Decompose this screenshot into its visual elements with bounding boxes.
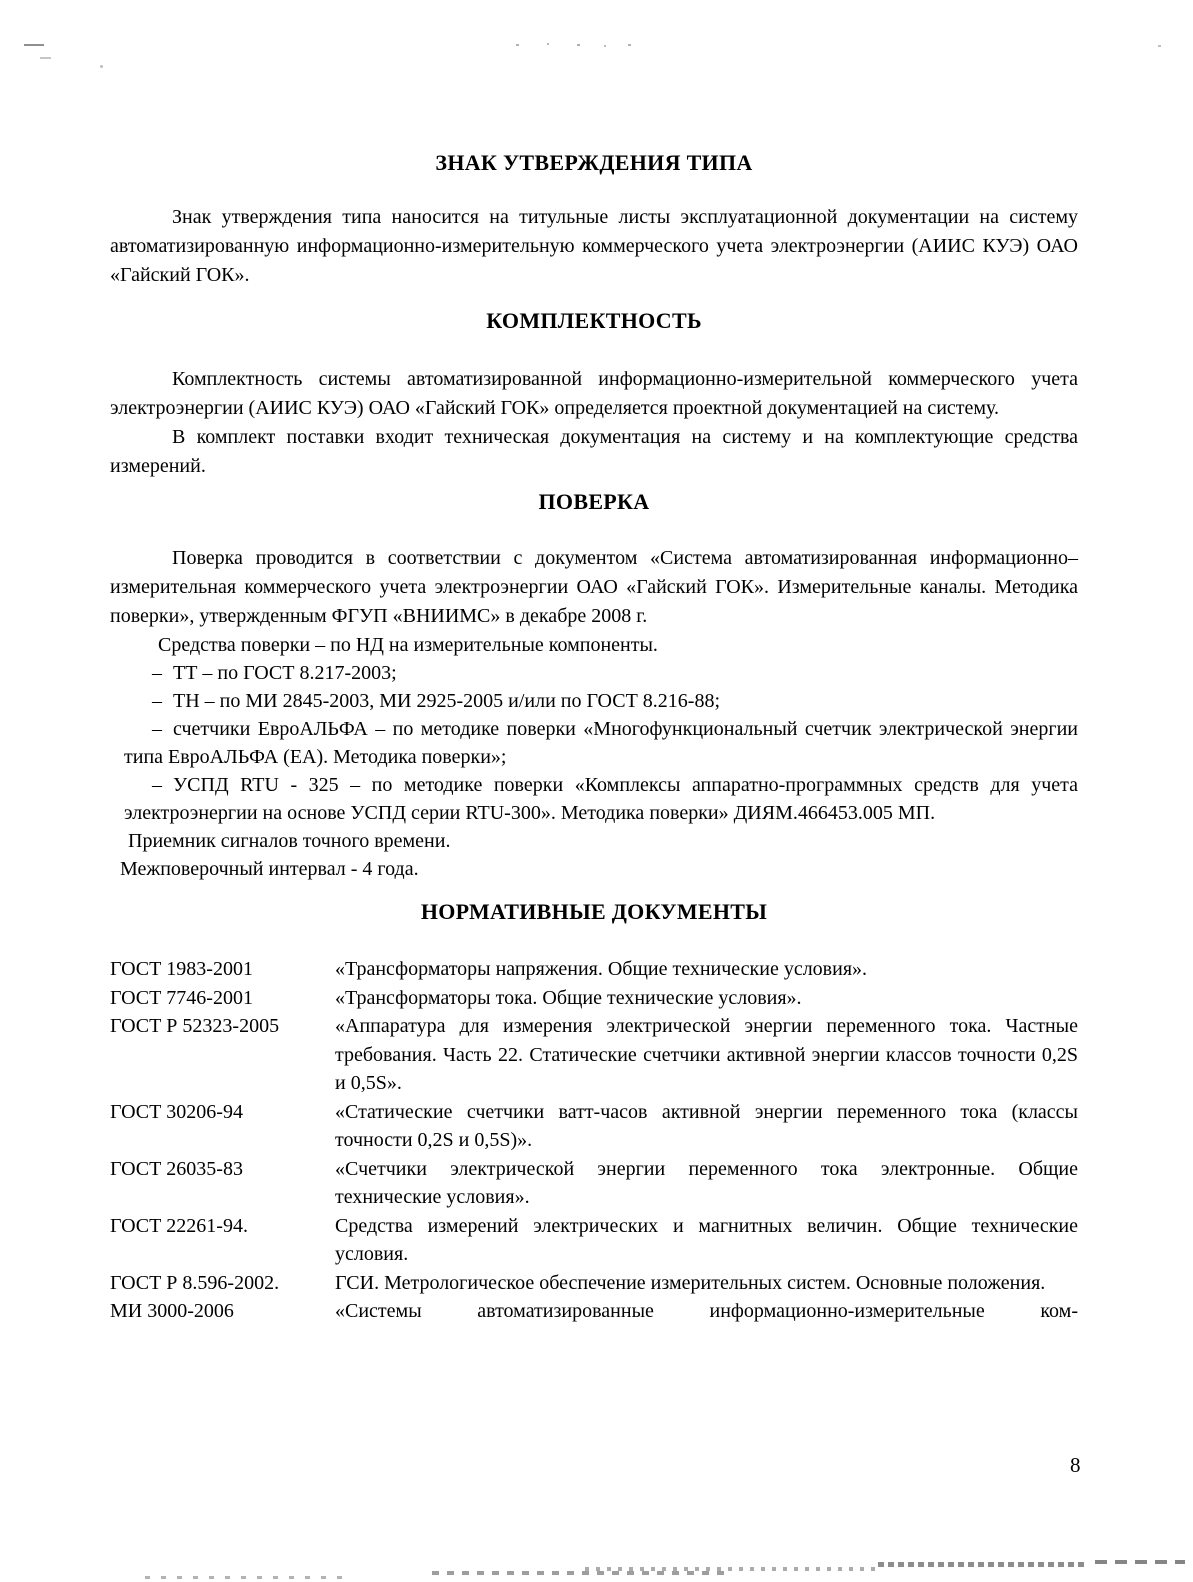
doc-description: «Счетчики электрической энергии переменного тока электронные. Общие технические условия».	[335, 1157, 1078, 1208]
paragraph-completeness-2: В комплект поставки входит техническая документация на систему и на комплектующие средства измерений.	[110, 426, 1078, 477]
scan-noise-strip	[1095, 1560, 1185, 1564]
list-dash-marker: –	[152, 690, 162, 712]
verification-receiver-line: Приемник сигналов точного времени.	[128, 830, 451, 852]
scan-artifact	[628, 44, 631, 46]
doc-description: «Статические счетчики ватт-часов активной энергии переменного тока (классы точности 0,2S и 0,5S)».	[335, 1100, 1078, 1151]
list-item-euroalpha	[110, 715, 1078, 771]
doc-number: ГОСТ 26035-83	[110, 1157, 243, 1180]
scan-noise-strip	[145, 1576, 350, 1579]
normative-documents-table	[110, 955, 1078, 1326]
normative-row	[110, 1269, 1078, 1298]
scan-artifact	[40, 57, 51, 59]
scan-noise-strip	[878, 1562, 1088, 1567]
doc-description: «Трансформаторы напряжения. Общие технические условия».	[335, 958, 868, 980]
scan-noise-strip	[585, 1567, 875, 1571]
doc-number: ГОСТ 22261-94.	[110, 1214, 248, 1237]
scan-artifact	[577, 44, 580, 46]
verification-means-line: Средства поверки – по НД на измерительные компоненты.	[158, 634, 658, 656]
paragraph-verification-intro: Поверка проводится в соответствии с документом «Система автоматизированная информационно–измерительная коммерческого учета электроэнергии ОАО «Гайский ГОК». Измерительные каналы. Методика поверки», утвержденным ФГУП «ВНИИМС» в декабре 2008 г.	[110, 547, 1078, 627]
list-dash-marker: –	[152, 774, 162, 796]
section-title-completeness: КОМПЛЕКТНОСТЬ	[486, 308, 702, 333]
doc-number: ГОСТ 7746-2001	[110, 986, 253, 1009]
normative-row	[110, 1098, 1078, 1155]
doc-number: ГОСТ 1983-2001	[110, 958, 253, 980]
normative-row	[110, 1212, 1078, 1269]
doc-description: «Трансформаторы тока. Общие технические условия».	[335, 986, 802, 1009]
doc-number: ГОСТ Р 8.596-2002.	[110, 1271, 280, 1294]
doc-description: ГСИ. Метрологическое обеспечение измерительных систем. Основные положения.	[335, 1271, 1046, 1294]
list-dash-marker: –	[152, 662, 162, 684]
normative-row	[110, 1155, 1078, 1212]
scan-artifact	[516, 44, 519, 46]
scan-artifact	[100, 65, 103, 68]
list-item-text: ТТ – по ГОСТ 8.217-2003;	[173, 662, 397, 684]
normative-row	[110, 1012, 1078, 1098]
scan-artifact	[1158, 45, 1161, 47]
verification-interval-line: Межповерочный интервал - 4 года.	[120, 858, 419, 880]
scan-artifact	[604, 45, 606, 47]
list-item-tn	[110, 687, 1078, 715]
section-title-normative-documents: НОРМАТИВНЫЕ ДОКУМЕНТЫ	[420, 899, 768, 924]
list-item-tt	[110, 659, 1078, 687]
normative-row	[110, 984, 1078, 1013]
doc-number: ГОСТ 30206-94	[110, 1100, 243, 1123]
list-item-uspd	[110, 771, 1078, 827]
scan-noise-strip	[432, 1571, 732, 1575]
doc-description: Средства измерений электрических и магнитных величин. Общие технические условия.	[335, 1214, 1078, 1265]
section-title-type-approval-mark: ЗНАК УТВЕРЖДЕНИЯ ТИПА	[435, 150, 753, 175]
list-item-text: УСПД RTU - 325 – по методике поверки «Комплексы аппаратно-программных средств для учета электроэнергии на основе УСПД серии RTU-300». Методика поверки» ДИЯМ.466453.005 МП.	[124, 774, 1078, 824]
normative-row	[110, 1297, 1078, 1326]
doc-number: ГОСТ Р 52323-2005	[110, 1015, 280, 1037]
normative-row	[110, 955, 1078, 984]
scan-artifact	[547, 43, 549, 45]
scan-artifact	[24, 44, 44, 46]
paragraph-completeness-1: Комплектность системы автоматизированной информационно-измерительной коммерческого учета электроэнергии (АИИС КУЭ) ОАО «Гайский ГОК» определяется проектной документацией на систему.	[110, 368, 1078, 419]
list-item-text: ТН – по МИ 2845-2003, МИ 2925-2005 и/или по ГОСТ 8.216-88;	[173, 690, 721, 712]
doc-number: МИ 3000-2006	[110, 1300, 234, 1322]
verification-means-list	[110, 659, 1078, 827]
section-title-verification: ПОВЕРКА	[538, 489, 650, 514]
list-item-text: счетчики ЕвроАЛЬФА – по методике поверки «Многофункциональный счетчик электрической энергии типа ЕвроАЛЬФА (ЕА). Методика поверки»;	[124, 718, 1078, 768]
doc-description: «Системы автоматизированные информационно-измерительные ком-	[335, 1300, 1078, 1322]
paragraph-type-approval-mark: Знак утверждения типа наносится на титульные листы эксплуатационной документации на систему автоматизированную информационно-измерительную коммерческого учета электроэнергии (АИИС КУЭ) ОАО «Гайский ГОК».	[110, 206, 1078, 286]
list-dash-marker: –	[152, 718, 162, 740]
doc-description: «Аппаратура для измерения электрической энергии переменного тока. Частные требования. Часть 22. Статические счетчики активной энергии классов точности 0,2S и 0,5S».	[335, 1015, 1078, 1094]
page-number: 8	[1070, 1453, 1081, 1477]
document-content	[110, 152, 1078, 1326]
